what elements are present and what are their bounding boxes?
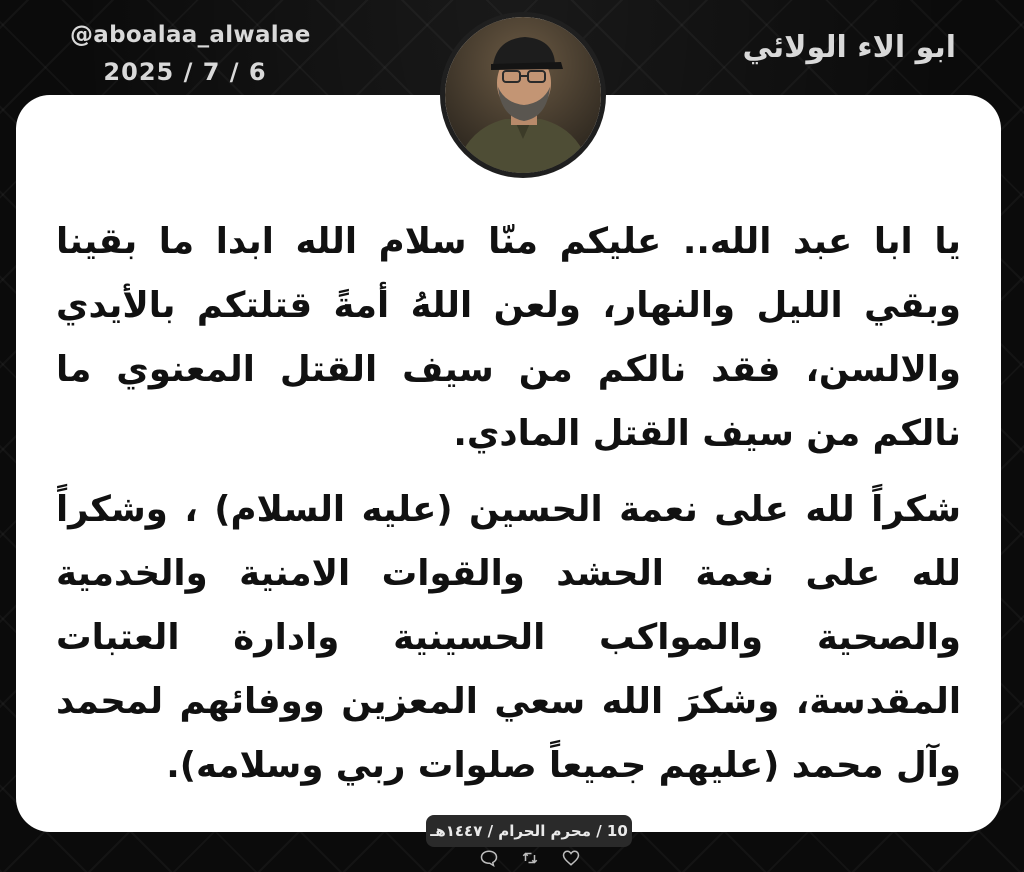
tweet-card — [16, 95, 1001, 832]
tweet-paragraph-2: شكراً لله على نعمة الحسين (عليه السلام) ، وشكراً لله على نعمة الحشد والقوات الامنية والخدمية والصحية والمواكب الحسينية وادارة العتبات المقدسة، وشكرَ الله سعي المعزين ووفائهم لمحمد وآل محمد (عليهم جميعاً صلوات ربي وسلامه). — [56, 489, 961, 786]
hijri-date-badge: 10 / محرم الحرام / ١٤٤٧هـ — [426, 815, 632, 847]
like-icon[interactable] — [562, 849, 580, 867]
footer-actions — [480, 848, 580, 868]
user-handle[interactable]: @aboalaa_alwalae — [70, 22, 311, 48]
avatar-portrait — [445, 17, 601, 173]
header-left — [70, 22, 311, 86]
post-date: 2025 / 7 / 6 — [103, 58, 267, 86]
tweet-paragraph-1: يا ابا عبد الله.. عليكم منّا سلام الله ابدا ما بقينا وبقي الليل والنهار، ولعن اللهُ أمةً قتلتكم بالأيدي والالسن، فقد نالكم من سيف القتل المعنوي ما نالكم من سيف القتل المادي. — [56, 221, 961, 454]
author-name[interactable]: ابو الاء الولائي — [742, 30, 956, 65]
retweet-icon[interactable] — [521, 849, 539, 867]
tweet-body — [56, 210, 961, 798]
reply-icon[interactable] — [480, 849, 498, 867]
avatar[interactable] — [440, 12, 606, 178]
